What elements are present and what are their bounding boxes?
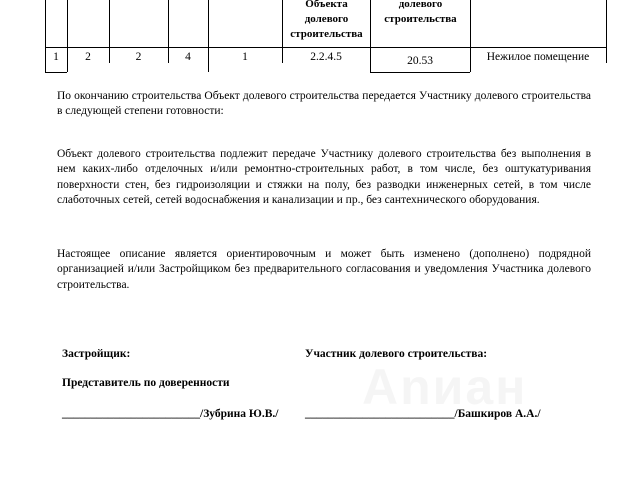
- developer-signature-line: ________________________/Зубрина Ю.В./: [62, 408, 279, 420]
- participant-label: Участник долевого строительства:: [305, 348, 488, 360]
- no-finishing-paragraph: Объект долевого строительства подлежит передаче Участнику долевого строительства без выполнения в нем каких-либо отделочных и/или ремонтно-строительных работ, в том числе, без оштукатуривания поверхности стен, без гидроизоляции и стяжки на полу, без разводки инженерных сетей, в том числе слаботочных сетей, сетей водоснабжения и канализации и пр., без сантехнического оборудования.: [57, 148, 591, 206]
- table-bottom-border: [45, 72, 67, 73]
- header-line: строительства: [290, 28, 363, 40]
- header-line: Объекта: [305, 0, 348, 10]
- developer-label: Застройщик:: [62, 348, 131, 360]
- header-line: долевого: [398, 0, 443, 10]
- header-area: [371, 0, 470, 27]
- representative-label: Представитель по доверенности: [62, 377, 230, 389]
- table-cell: 2: [85, 51, 91, 63]
- table-cell: 1: [53, 51, 59, 63]
- table-cell: 20.53: [407, 55, 433, 67]
- table-cell: 2: [135, 51, 142, 63]
- header-object-number: [283, 0, 370, 42]
- watermark-logo: [362, 358, 527, 416]
- table-column-divider: [606, 0, 607, 63]
- readiness-paragraph: По окончанию строительства Объект долевого строительства передается Участнику долевого строительства в следующей степени готовности:: [57, 90, 591, 118]
- table-row-divider: [45, 47, 607, 48]
- table-cell: Нежилое помещение: [486, 51, 590, 63]
- apartment-table: [45, 0, 607, 72]
- table-cell: 2.2.4.5: [310, 51, 342, 63]
- table-cell: 4: [185, 51, 191, 63]
- header-line: долевого: [304, 13, 349, 25]
- disclaimer-paragraph: Настоящее описание является ориентировочным и может быть изменено (дополнено) подрядной организацией и/или Застройщиком без предварительного согласования и уведомления Участника долевого строительства.: [57, 248, 591, 291]
- header-line: строительства: [384, 13, 457, 25]
- table-cell: 1: [242, 51, 248, 63]
- table-bottom-border: [370, 72, 470, 73]
- participant-signature-line: __________________________/Башкиров А.А./: [305, 408, 541, 420]
